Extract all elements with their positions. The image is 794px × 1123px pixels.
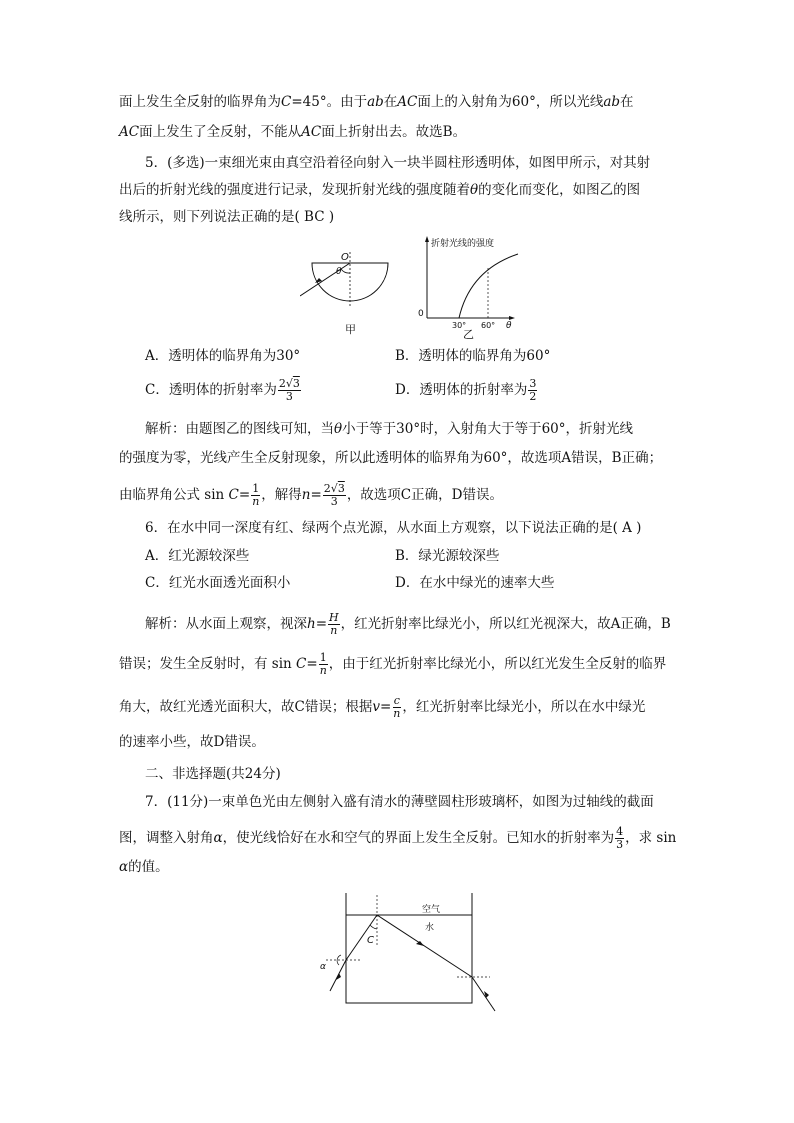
q6-option-b: B．绿光源较深些: [395, 548, 500, 564]
var-c: C: [296, 656, 307, 672]
text: 由临界角公式 sin: [119, 487, 225, 503]
intro-line-1: [119, 92, 634, 114]
axis-theta: θ: [506, 321, 512, 331]
num: 2: [278, 377, 286, 390]
tick-30: 30°: [452, 321, 467, 330]
graph-ylabel: 折射光线的强度: [431, 239, 495, 249]
var-ac: AC: [301, 124, 322, 140]
var-ab: ab: [603, 94, 621, 110]
q6-stem: 6．在水中同一深度有红、绿两个点光源，从水面上方观察，以下说法正确的是( A ): [145, 520, 642, 536]
den: 3: [330, 495, 338, 508]
var-h: h: [307, 616, 316, 632]
text: ，使光线恰好在水和空气的界面上发生全反射。已知水的折射率为: [222, 830, 615, 846]
text: =: [310, 487, 322, 503]
den: n: [393, 707, 401, 720]
q5-option-b: B．透明体的临界角为60°: [395, 348, 551, 364]
den: 3: [616, 838, 624, 851]
text: =45°。由于: [291, 94, 368, 110]
var-ac: AC: [119, 124, 140, 140]
caption-jia: 甲: [345, 323, 356, 336]
label-o: O: [341, 252, 349, 263]
q6-option-a: A．红光源较深些: [145, 548, 250, 564]
text: 在: [383, 94, 398, 110]
var-ab: ab: [367, 94, 384, 110]
text: =: [379, 699, 392, 715]
den: 2: [529, 390, 537, 403]
text: D．透明体的折射率为: [395, 382, 528, 398]
q7-stem-1: 7．(11分)一束单色光由左侧射入盛有清水的薄壁圆柱形玻璃杯，如图为过轴线的截面: [145, 794, 654, 810]
label-alpha: α: [320, 962, 326, 972]
q6-solution-1: [145, 611, 671, 637]
num: H: [329, 611, 339, 624]
var-v: v: [372, 699, 380, 715]
q6-option-d: D．在水中绿光的速率大些: [395, 575, 555, 591]
text: 面上的入射角为60°，所以光线: [417, 94, 604, 110]
fraction: [251, 483, 260, 508]
q6-solution-4: 的速率小些，故D错误。: [119, 734, 265, 750]
q5-solution-3: [119, 482, 503, 508]
text: ，由于红光折射率比绿光小，所以红光发生全反射的临界: [328, 656, 667, 672]
q7-stem-3: [119, 857, 169, 879]
var-alpha: α: [213, 830, 223, 846]
fraction: [392, 695, 401, 720]
num: 4: [616, 825, 624, 838]
var-n: n: [301, 487, 311, 503]
text: 面上发生了全反射，不能从: [139, 124, 302, 140]
num: 3: [529, 377, 537, 390]
text: 面上折射出去。故选B。: [321, 124, 467, 140]
text: ，红光折射率比绿光小，所以红光视深大，故A正确，B: [340, 616, 671, 632]
text: =: [306, 656, 318, 672]
var-theta: θ: [334, 421, 343, 437]
fraction: $\frac{2√3}{3}$: [323, 482, 345, 508]
figure-q7: [312, 885, 512, 1015]
q5-solution-2: 的强度为零，光线产生全反射现象，所以此透明体的临界角为60°，故选项A错误，B正确；: [119, 450, 663, 466]
num: 1: [252, 482, 260, 495]
q6-solution-3: [119, 694, 646, 720]
text: 解析：由题图乙的图线可知，当: [145, 421, 334, 437]
var-theta: θ: [470, 182, 479, 198]
label-c: C: [367, 935, 374, 946]
fraction: [328, 612, 340, 637]
q5-stem-2: [119, 180, 640, 202]
q5-option-d: [395, 378, 538, 403]
graph-origin: 0: [418, 309, 424, 319]
text: C．透明体的折射率为: [145, 382, 277, 398]
fraction: $\frac{2√3}{3}$: [278, 377, 300, 403]
text: ，解得: [261, 487, 302, 503]
num: 3: [337, 482, 345, 495]
den: 3: [285, 390, 293, 403]
num: 2: [323, 482, 331, 495]
q5-option-a: A．透明体的临界角为30°: [145, 348, 301, 364]
num: 1: [319, 651, 327, 664]
text: 解析：从水面上观察，视深: [145, 616, 307, 632]
tick-60: 60°: [481, 321, 496, 330]
q6-option-c: C．红光水面透光面积小: [145, 575, 291, 591]
text: 图，调整入射角: [119, 830, 214, 846]
text: ，红光折射率比绿光小，所以在水中绿光: [402, 699, 646, 715]
cup-diagram: [312, 885, 512, 1015]
text: 出后的折射光线的强度进行记录，发现折射光线的强度随着: [119, 182, 470, 198]
intensity-graph: [415, 230, 525, 340]
var-alpha: α: [119, 859, 129, 875]
text: 角大，故红光透光面积大，故C错误；根据: [119, 699, 373, 715]
num: c: [393, 694, 400, 707]
text: =: [238, 487, 251, 503]
fraction: [528, 378, 537, 403]
text: 小于等于30°时，入射角大于等于60°，折射光线: [342, 421, 633, 437]
semicircle-figure: [300, 238, 400, 338]
text: 面上发生全反射的临界角为: [119, 94, 281, 110]
label-theta: θ: [336, 267, 342, 277]
q5-stem-1: 5．(多选)一束细光束由真空沿着径向射入一块半圆柱形透明体，如图甲所示，对其射: [145, 155, 651, 171]
num: 3: [292, 377, 300, 390]
q5-option-c: [145, 378, 302, 403]
figure-jia: [300, 238, 400, 338]
intro-line-2: [119, 122, 466, 144]
caption-yi: 乙: [463, 328, 474, 340]
text: =: [315, 616, 328, 632]
var-c: C: [228, 487, 239, 503]
var-c: C: [281, 94, 292, 110]
den: n: [252, 495, 260, 508]
text: 的变化而变化，如图乙的图: [478, 182, 641, 198]
text: 错误；发生全反射时，有 sin: [119, 656, 292, 672]
figure-yi: [415, 230, 525, 340]
fraction: [615, 826, 624, 851]
text: 的值。: [128, 859, 169, 875]
q6-solution-2: [119, 651, 667, 677]
fraction: [319, 652, 328, 677]
q7-stem-2: [119, 825, 677, 851]
den: n: [330, 624, 338, 637]
q5-stem-3: 线所示，则下列说法正确的是( BC ): [119, 209, 335, 225]
den: n: [319, 664, 327, 677]
label-water: 水: [425, 923, 435, 933]
label-air: 空气: [422, 905, 441, 915]
text: ，故选项C正确，D错误。: [346, 487, 503, 503]
var-ac: AC: [397, 94, 418, 110]
text: 在: [620, 94, 634, 110]
text: ，求 sin: [625, 830, 677, 846]
q5-solution-1: [145, 419, 633, 441]
section-2-heading: 二、非选择题(共24分): [145, 766, 281, 782]
